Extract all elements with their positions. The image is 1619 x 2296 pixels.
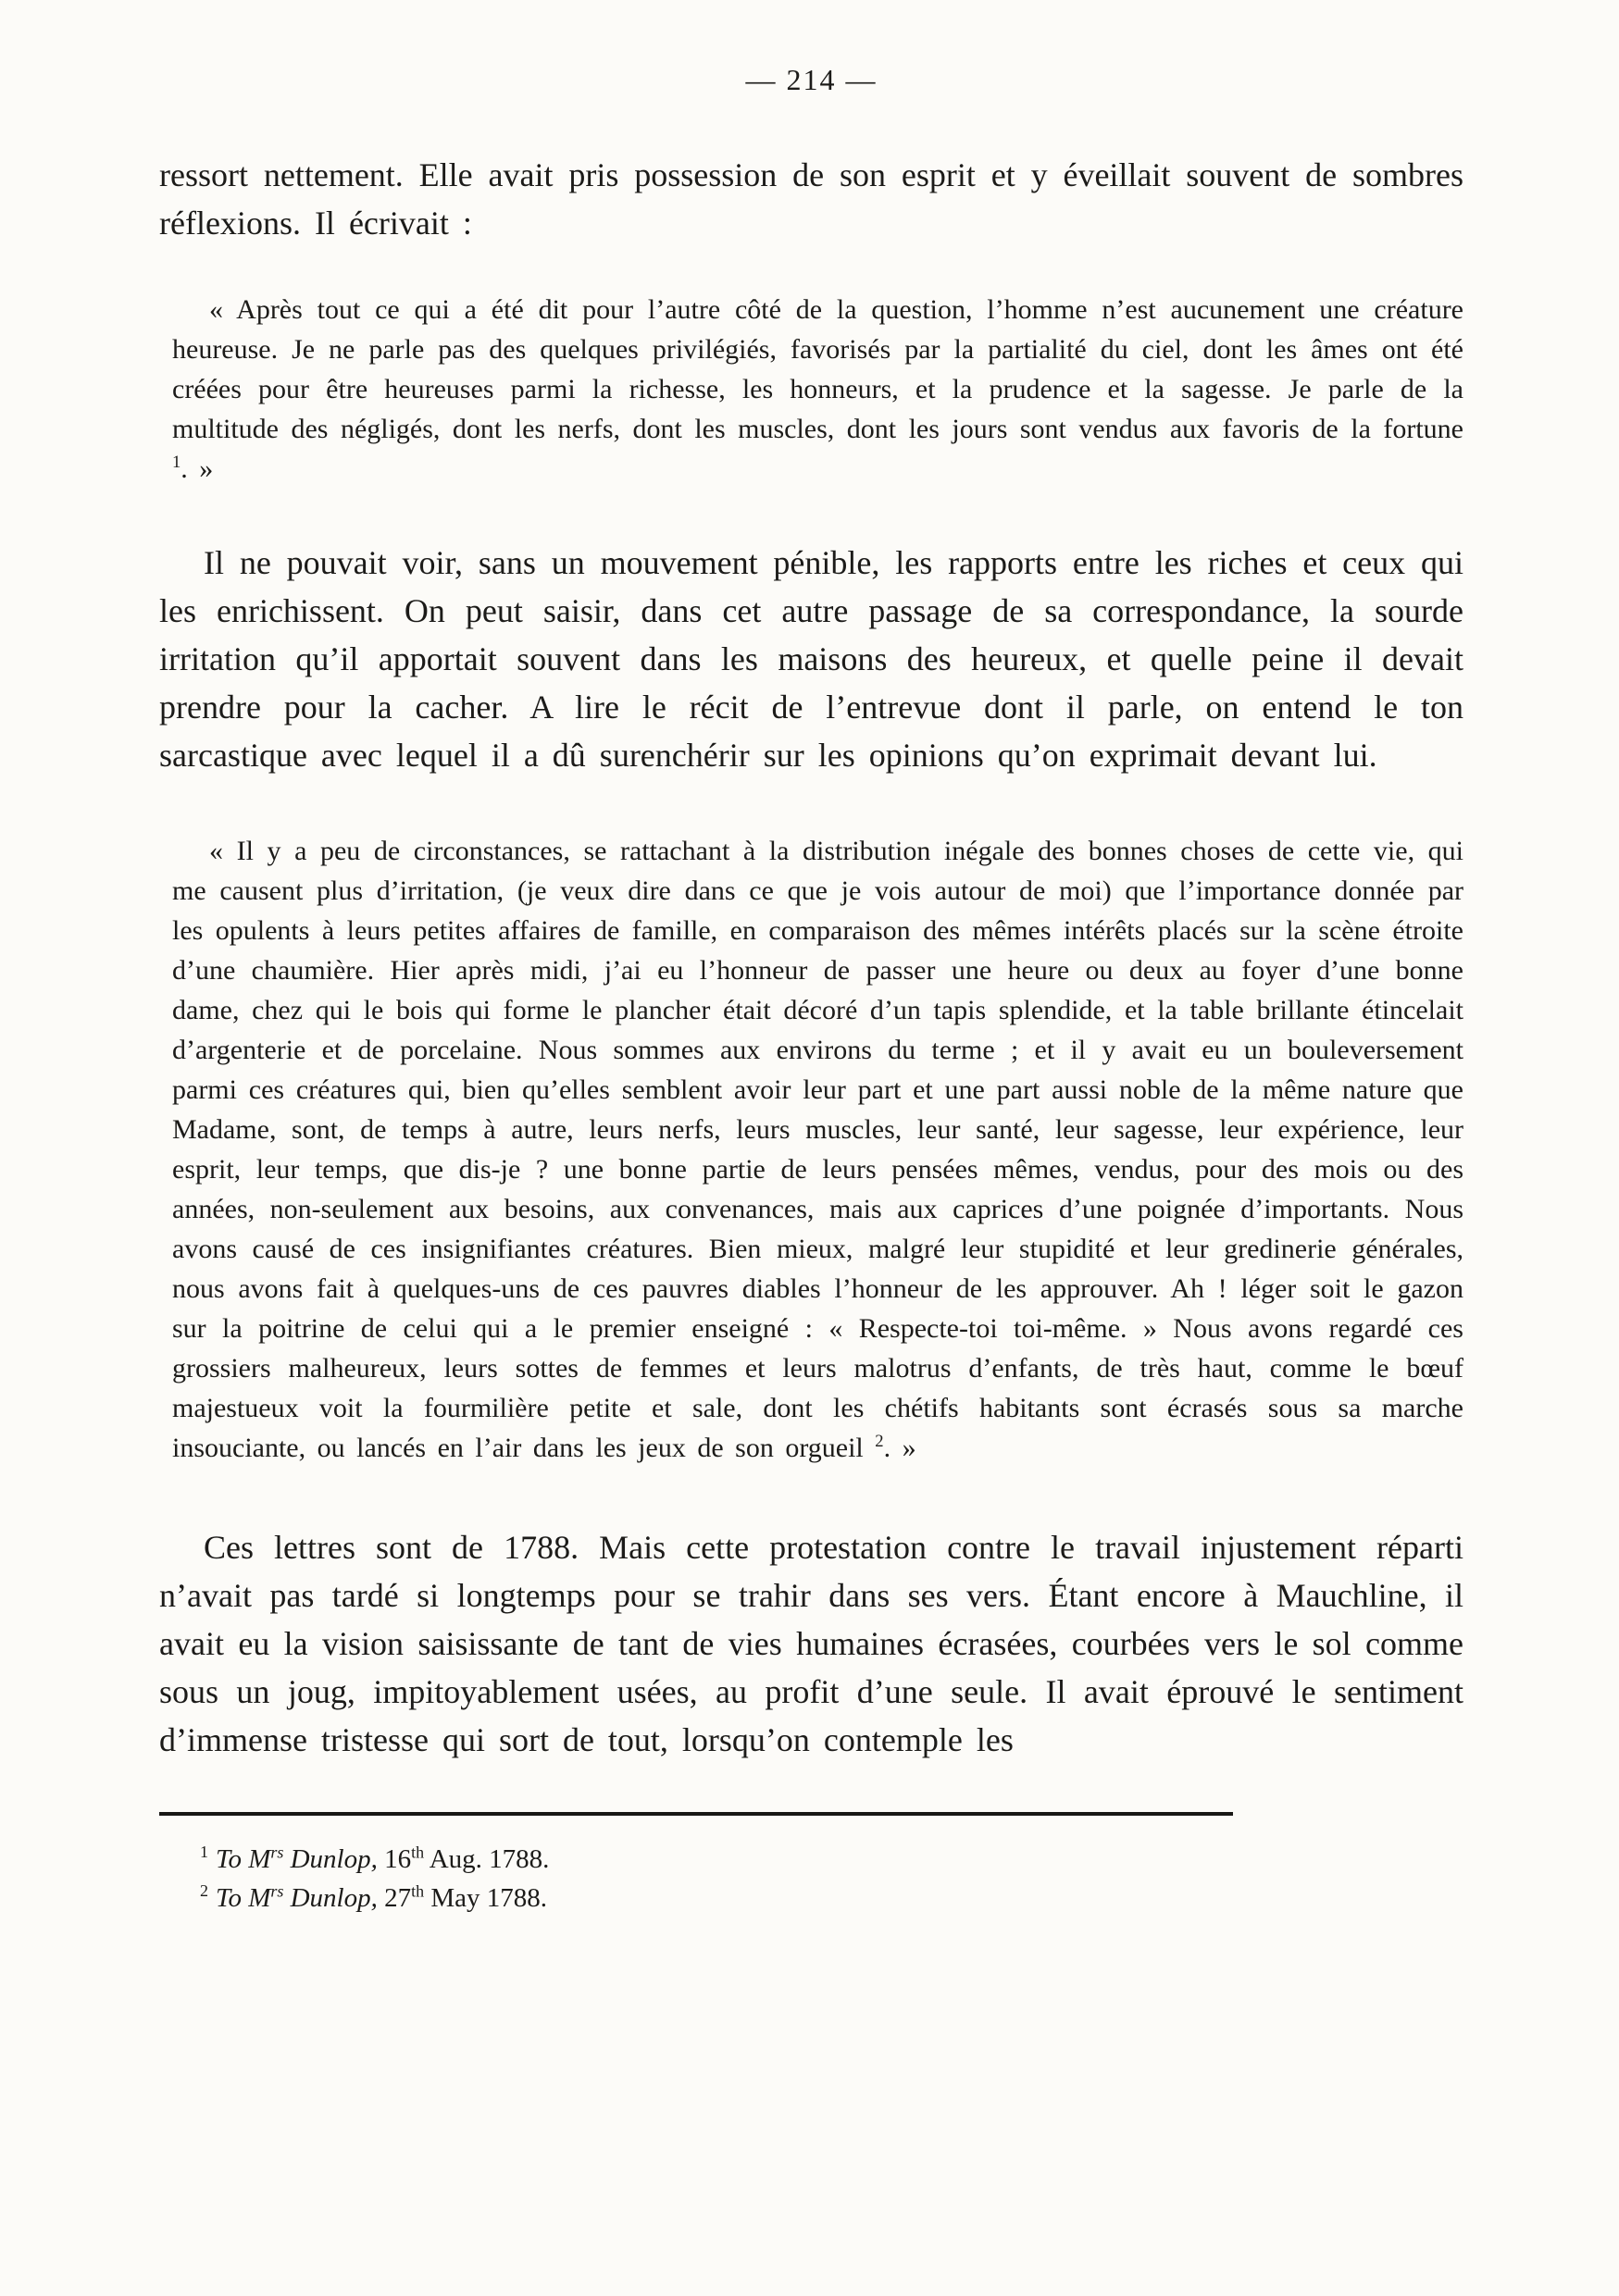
quote-1-tail: . » <box>181 453 214 484</box>
footnote-1-work <box>216 1844 378 1874</box>
paragraph-continuation: ressort nettement. Elle avait pris possession de son esprit et y éveillait souvent de sombres réflexions. Il écrivait : <box>159 156 1463 242</box>
footnote-1-work-pre: To M <box>215 1844 271 1874</box>
page-number: — 214 — <box>745 63 878 96</box>
footnote-1-work-sup: rs <box>270 1843 284 1862</box>
footnote-1-date-sup: th <box>411 1843 425 1862</box>
footnote-1 <box>159 1840 1463 1879</box>
footnote-2-marker: 2 <box>200 1881 208 1901</box>
quote-2-text: « Il y a peu de circonstances, se rattachant à la distribution inégale des bonnes choses de cette vie, qui me causent plus d’irritation, (je veux dire dans ce que je vois autour de moi) que l’importance donnée par les opulents à leurs petites affaires de famille, en comparaison des mêmes intérêts placés sur la scène étroite d’une chaumière. Hier après midi, j’ai eu l’honneur de passer une heure ou deux au foyer d’une bonne dame, chez qui le bois qui forme le plancher était décoré d’un tapis splendide, et la table brillante étincelait d’argenterie et de porcelaine. Nous sommes aux environs du terme ; et il y avait eu un bouleversement parmi ces créatures qui, bien qu’elles semblent avoir leur part et une part aussi noble de la même nature que Madame, sont, de temps à autre, leurs nerfs, leurs muscles, leur santé, leur sagesse, leur expérience, leur esprit, leur temps, que dis-je ? une bonne partie de leurs pensées mêmes, vendus, pour des mois ou des années, non-seulement aux besoins, aux convenances, mais aux caprices d’une poignée d’importants. Nous avons causé de ces insignifiantes créatures. Bien mieux, malgré leur stupidité et leur gredinerie générales, nous avons fait à quelques-uns de ces pauvres diables l’honneur de les approuver. Ah ! léger soit le gazon sur la poitrine de celui qui a le premier enseigné : « Respecte-toi toi-même. » Nous avons regardé ces grossiers malheureux, leurs sottes de femmes et leurs malotrus d’enfants, de très haut, comme le bœuf majestueux voit la fourmilière petite et sale, dont les chétifs habitants sont écrasés sous sa marche insouciante, ou lancés en l’air dans les jeux de son orgueil <box>172 836 1463 1463</box>
block-quote-1 <box>172 290 1463 489</box>
quote-2-tail: . » <box>883 1433 916 1463</box>
footnote-separator-rule <box>159 1812 1233 1816</box>
footnote-2 <box>159 1879 1463 1917</box>
footnote-1-marker: 1 <box>200 1843 208 1862</box>
paragraph-closing: Ces lettres sont de 1788. Mais cette protestation contre le travail injustement réparti n’avait pas tardé si longtemps pour se trahir dans ses vers. Étant encore à Mauchline, il avait eu la vision saisissante de tant de vies humaines écrasées, courbées vers le sol comme sous un joug, impitoyablement usées, au profit d’une seule. Il avait éprouvé le sentiment d’immense tristesse qui sort de tout, lorsqu’on contemple les <box>159 1529 1463 1758</box>
footnote-2-work-pre: To M <box>215 1883 271 1913</box>
footnote-2-work-post: Dunlop, <box>283 1883 378 1913</box>
footnote-1-work-post: Dunlop, <box>283 1844 378 1874</box>
footnote-1-date-post: Aug. 1788. <box>424 1844 550 1874</box>
footnotes-section <box>159 1840 1463 1917</box>
footnote-2-date-sup: th <box>411 1881 425 1901</box>
paragraph-main: Il ne pouvait voir, sans un mouvement pénible, les rapports entre les riches et ceux qui les enrichissent. On peut saisir, dans cet autre passage de sa correspondance, la sourde irritation qu’il apportait souvent dans les maisons des heureux, et quelle peine il devait prendre pour la cacher. A lire le récit de l’entrevue dont il parle, on entend le ton sarcastique avec lequel il a dû surenchérir sur les opinions qu’on exprimait devant lui. <box>159 544 1463 774</box>
footnote-ref-2: 2 <box>875 1432 884 1451</box>
footnote-ref-1: 1 <box>172 453 181 472</box>
footnote-2-date-pre: 27 <box>377 1883 412 1913</box>
footnote-2-work-sup: rs <box>270 1881 284 1901</box>
block-quote-2 <box>172 831 1463 1468</box>
quote-1-text: « Après tout ce qui a été dit pour l’autre côté de la question, l’homme n’est aucunement une créature heureuse. Je ne parle pas des quelques privilégiés, favorisés par la partialité du ciel, dont les âmes ont été créées pour être heureuses parmi la richesse, les honneurs, et la prudence et la sagesse. Je parle de la multitude des négligés, dont les nerfs, dont les muscles, dont les jours sont vendus aux favoris de la fortune <box>172 294 1463 444</box>
footnote-2-date-post: May 1788. <box>424 1883 548 1913</box>
footnote-2-work <box>216 1883 378 1913</box>
footnote-1-date-pre: 16 <box>377 1844 412 1874</box>
